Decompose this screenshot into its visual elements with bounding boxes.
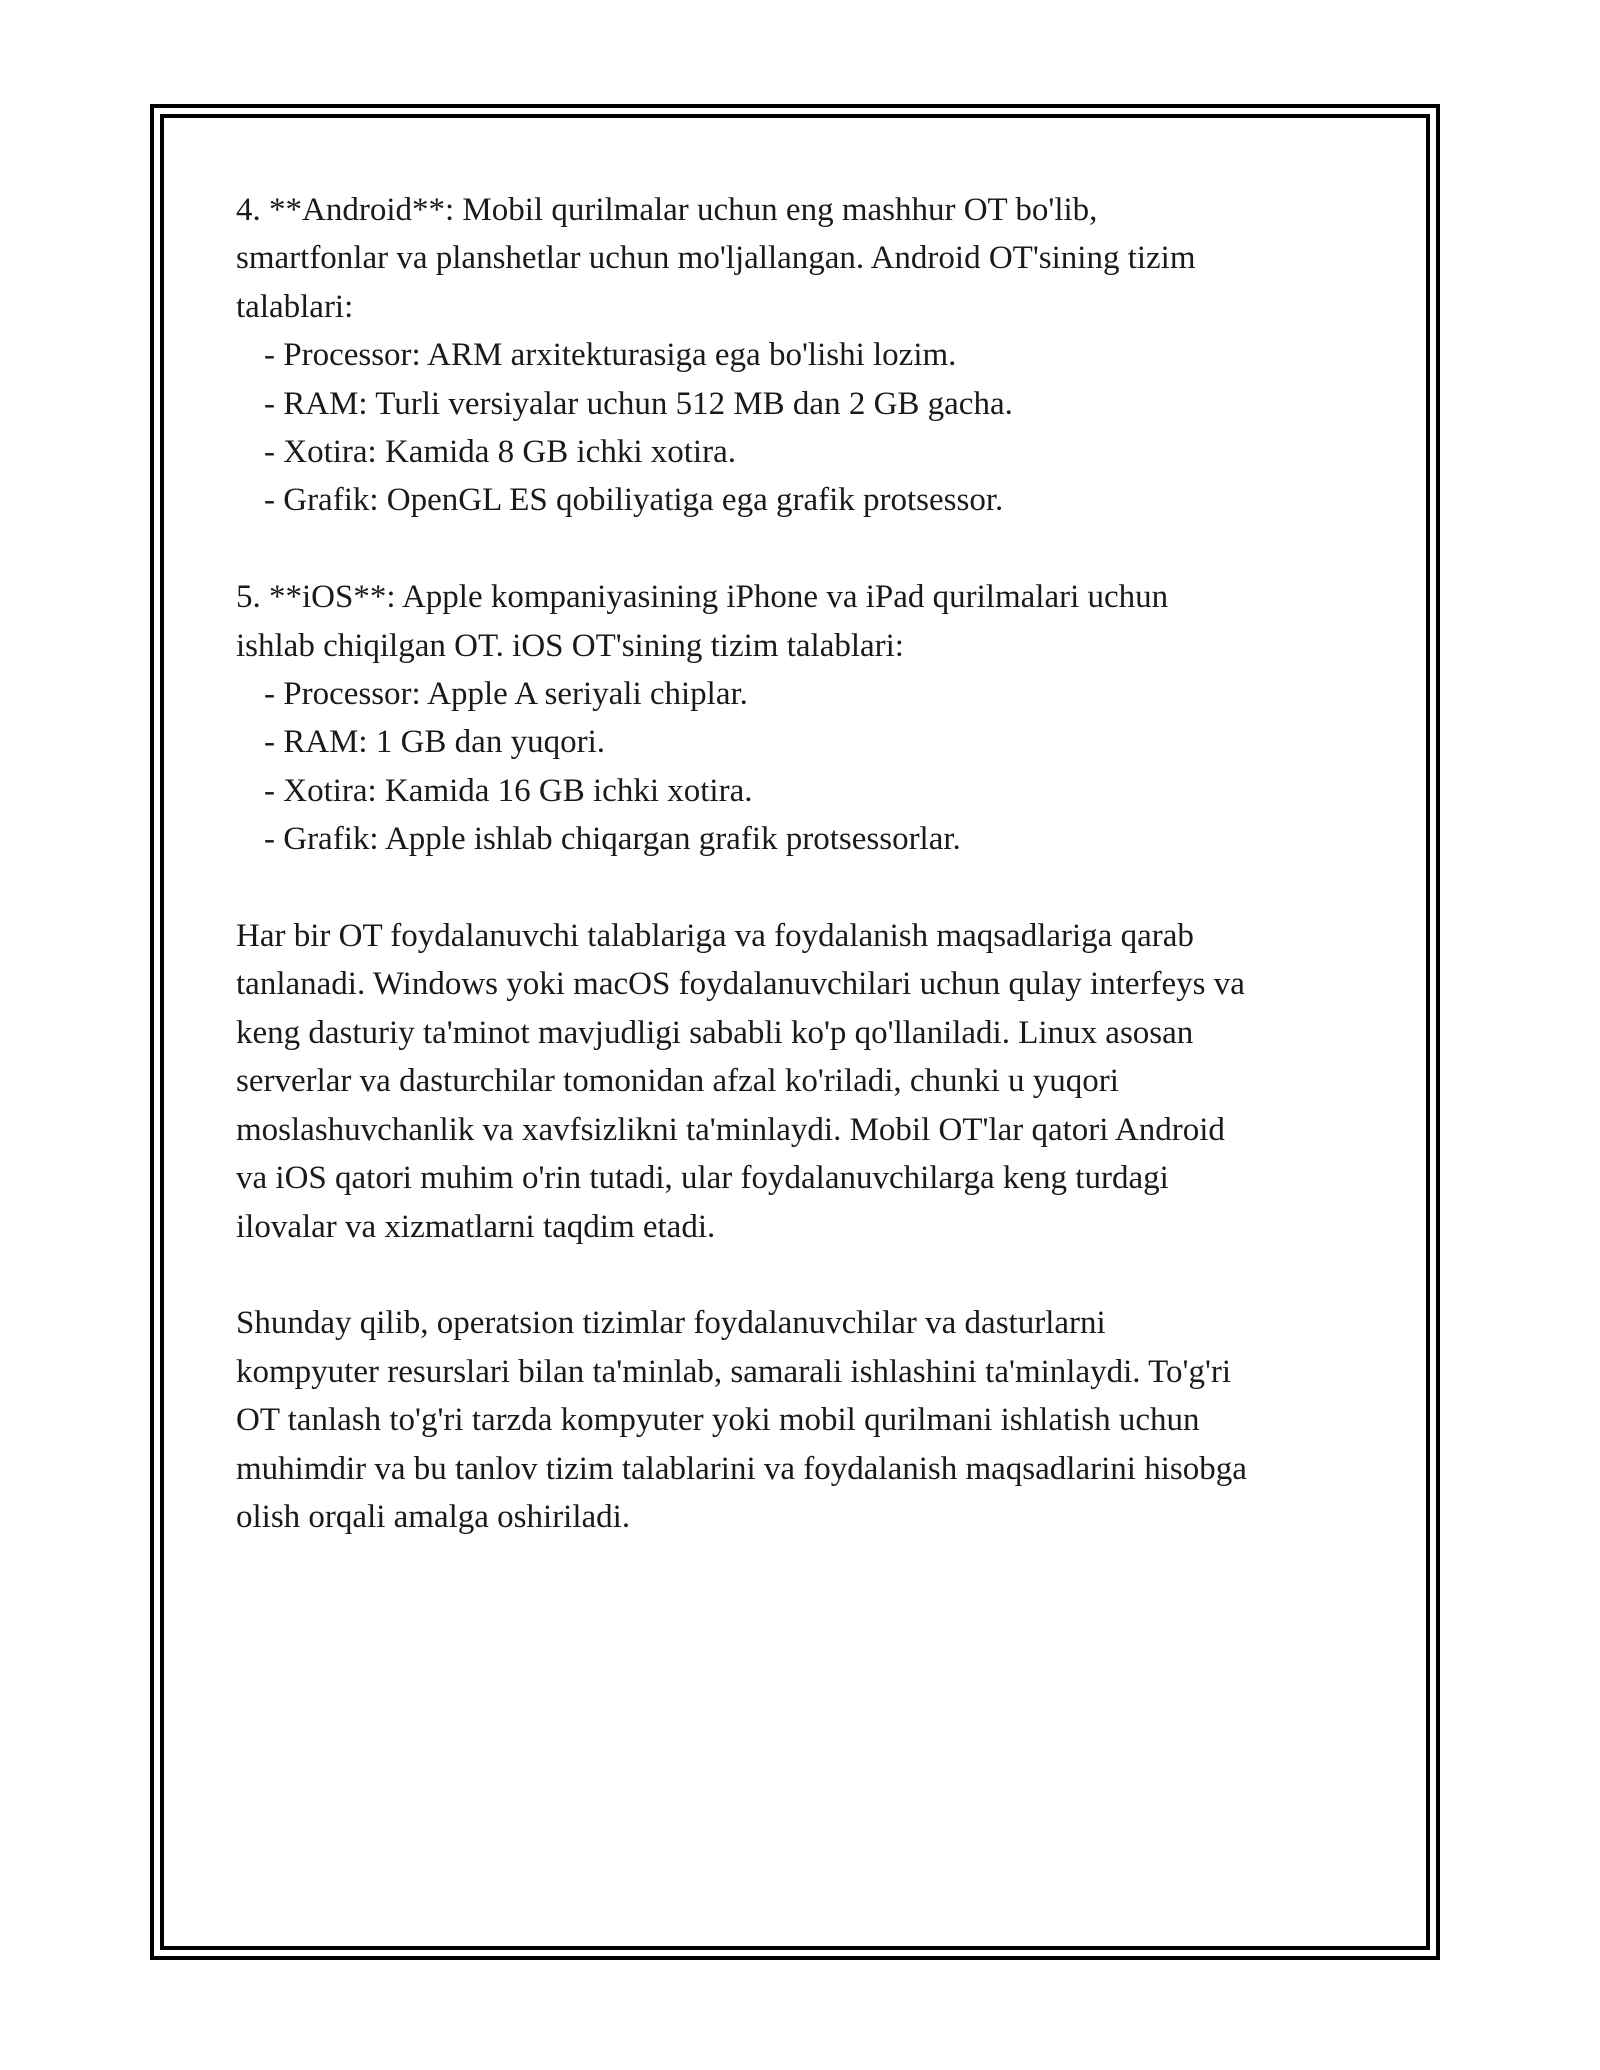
paragraph-2-line-4: muhimdir va bu tanlov tizim talablarini va foydalanish maqsadlarini hisobga: [236, 1450, 1247, 1487]
paragraph-2-line-2: kompyuter resurslari bilan ta'minlab, samarali ishlashini ta'minlaydi. To'g'ri: [236, 1353, 1232, 1390]
paragraph-2-line-3: OT tanlash to'g'ri tarzda kompyuter yoki mobil qurilmani ishlatish uchun: [236, 1402, 1200, 1439]
android-requirement-graphics: - Grafik: OpenGL ES qobiliyatiga ega grafik protsessor.: [264, 482, 1004, 519]
document-body: [236, 186, 1376, 1541]
paragraph-1-line-3: keng dasturiy ta'minot mavjudligi sababli ko'p qo'llaniladi. Linux asosan: [236, 1014, 1194, 1051]
paragraph-1-line-5: moslashuvchanlik va xavfsizlikni ta'minlaydi. Mobil OT'lar qatori Android: [236, 1111, 1225, 1148]
android-heading-line-1: 4. **Android**: Mobil qurilmalar uchun eng mashhur OT bo'lib,: [236, 192, 1098, 228]
ios-requirement-ram: - RAM: 1 GB dan yuqori.: [264, 724, 605, 761]
paragraph-2-line-1: Shunday qilib, operatsion tizimlar foydalanuvchilar va dasturlarni: [236, 1305, 1106, 1342]
paragraph-os-selection: [236, 912, 1376, 1251]
ios-requirements-list: [236, 670, 1376, 864]
android-requirement-ram: - RAM: Turli versiyalar uchun 512 MB dan 2 GB gacha.: [264, 385, 1013, 422]
android-heading-line-2: smartfonlar va planshetlar uchun mo'ljallangan. Android OT'sining tizim: [236, 240, 1196, 277]
ios-requirement-processor: - Processor: Apple A seriyali chiplar.: [264, 676, 748, 713]
paragraph-1-line-4: serverlar va dasturchilar tomonidan afzal ko'riladi, chunki u yuqori: [236, 1063, 1119, 1100]
blank-line: [236, 1251, 1376, 1299]
paragraph-conclusion: [236, 1299, 1376, 1541]
ios-heading-line-2: ishlab chiqilgan OT. iOS OT'sining tizim talablari:: [236, 627, 904, 664]
paragraph-1-line-1: Har bir OT foydalanuvchi talablariga va foydalanish maqsadlariga qarab: [236, 918, 1194, 955]
android-section-heading: [236, 186, 1376, 331]
android-requirement-storage: - Xotira: Kamida 8 GB ichki xotira.: [264, 434, 736, 471]
paragraph-1-line-2: tanlanadi. Windows yoki macOS foydalanuvchilari uchun qulay interfeys va: [236, 966, 1245, 1003]
ios-requirement-graphics: - Grafik: Apple ishlab chiqargan grafik protsessorlar.: [264, 821, 961, 858]
android-requirement-processor: - Processor: ARM arxitekturasiga ega bo'lishi lozim.: [264, 337, 957, 374]
ios-section-heading: [236, 573, 1376, 670]
ios-requirement-storage: - Xotira: Kamida 16 GB ichki xotira.: [264, 772, 753, 809]
paragraph-2-line-5: olish orqali amalga oshiriladi.: [236, 1498, 631, 1535]
ios-heading-line-1: 5. **iOS**: Apple kompaniyasining iPhone va iPad qurilmalari uchun: [236, 579, 1169, 616]
android-requirements-list: [236, 331, 1376, 525]
blank-line: [236, 525, 1376, 573]
blank-line: [236, 864, 1376, 912]
paragraph-1-line-6: va iOS qatori muhim o'rin tutadi, ular foydalanuvchilarga keng turdagi: [236, 1160, 1169, 1197]
android-heading-line-3: talablari:: [236, 288, 354, 325]
paragraph-1-line-7: ilovalar va xizmatlarni taqdim etadi.: [236, 1208, 716, 1245]
